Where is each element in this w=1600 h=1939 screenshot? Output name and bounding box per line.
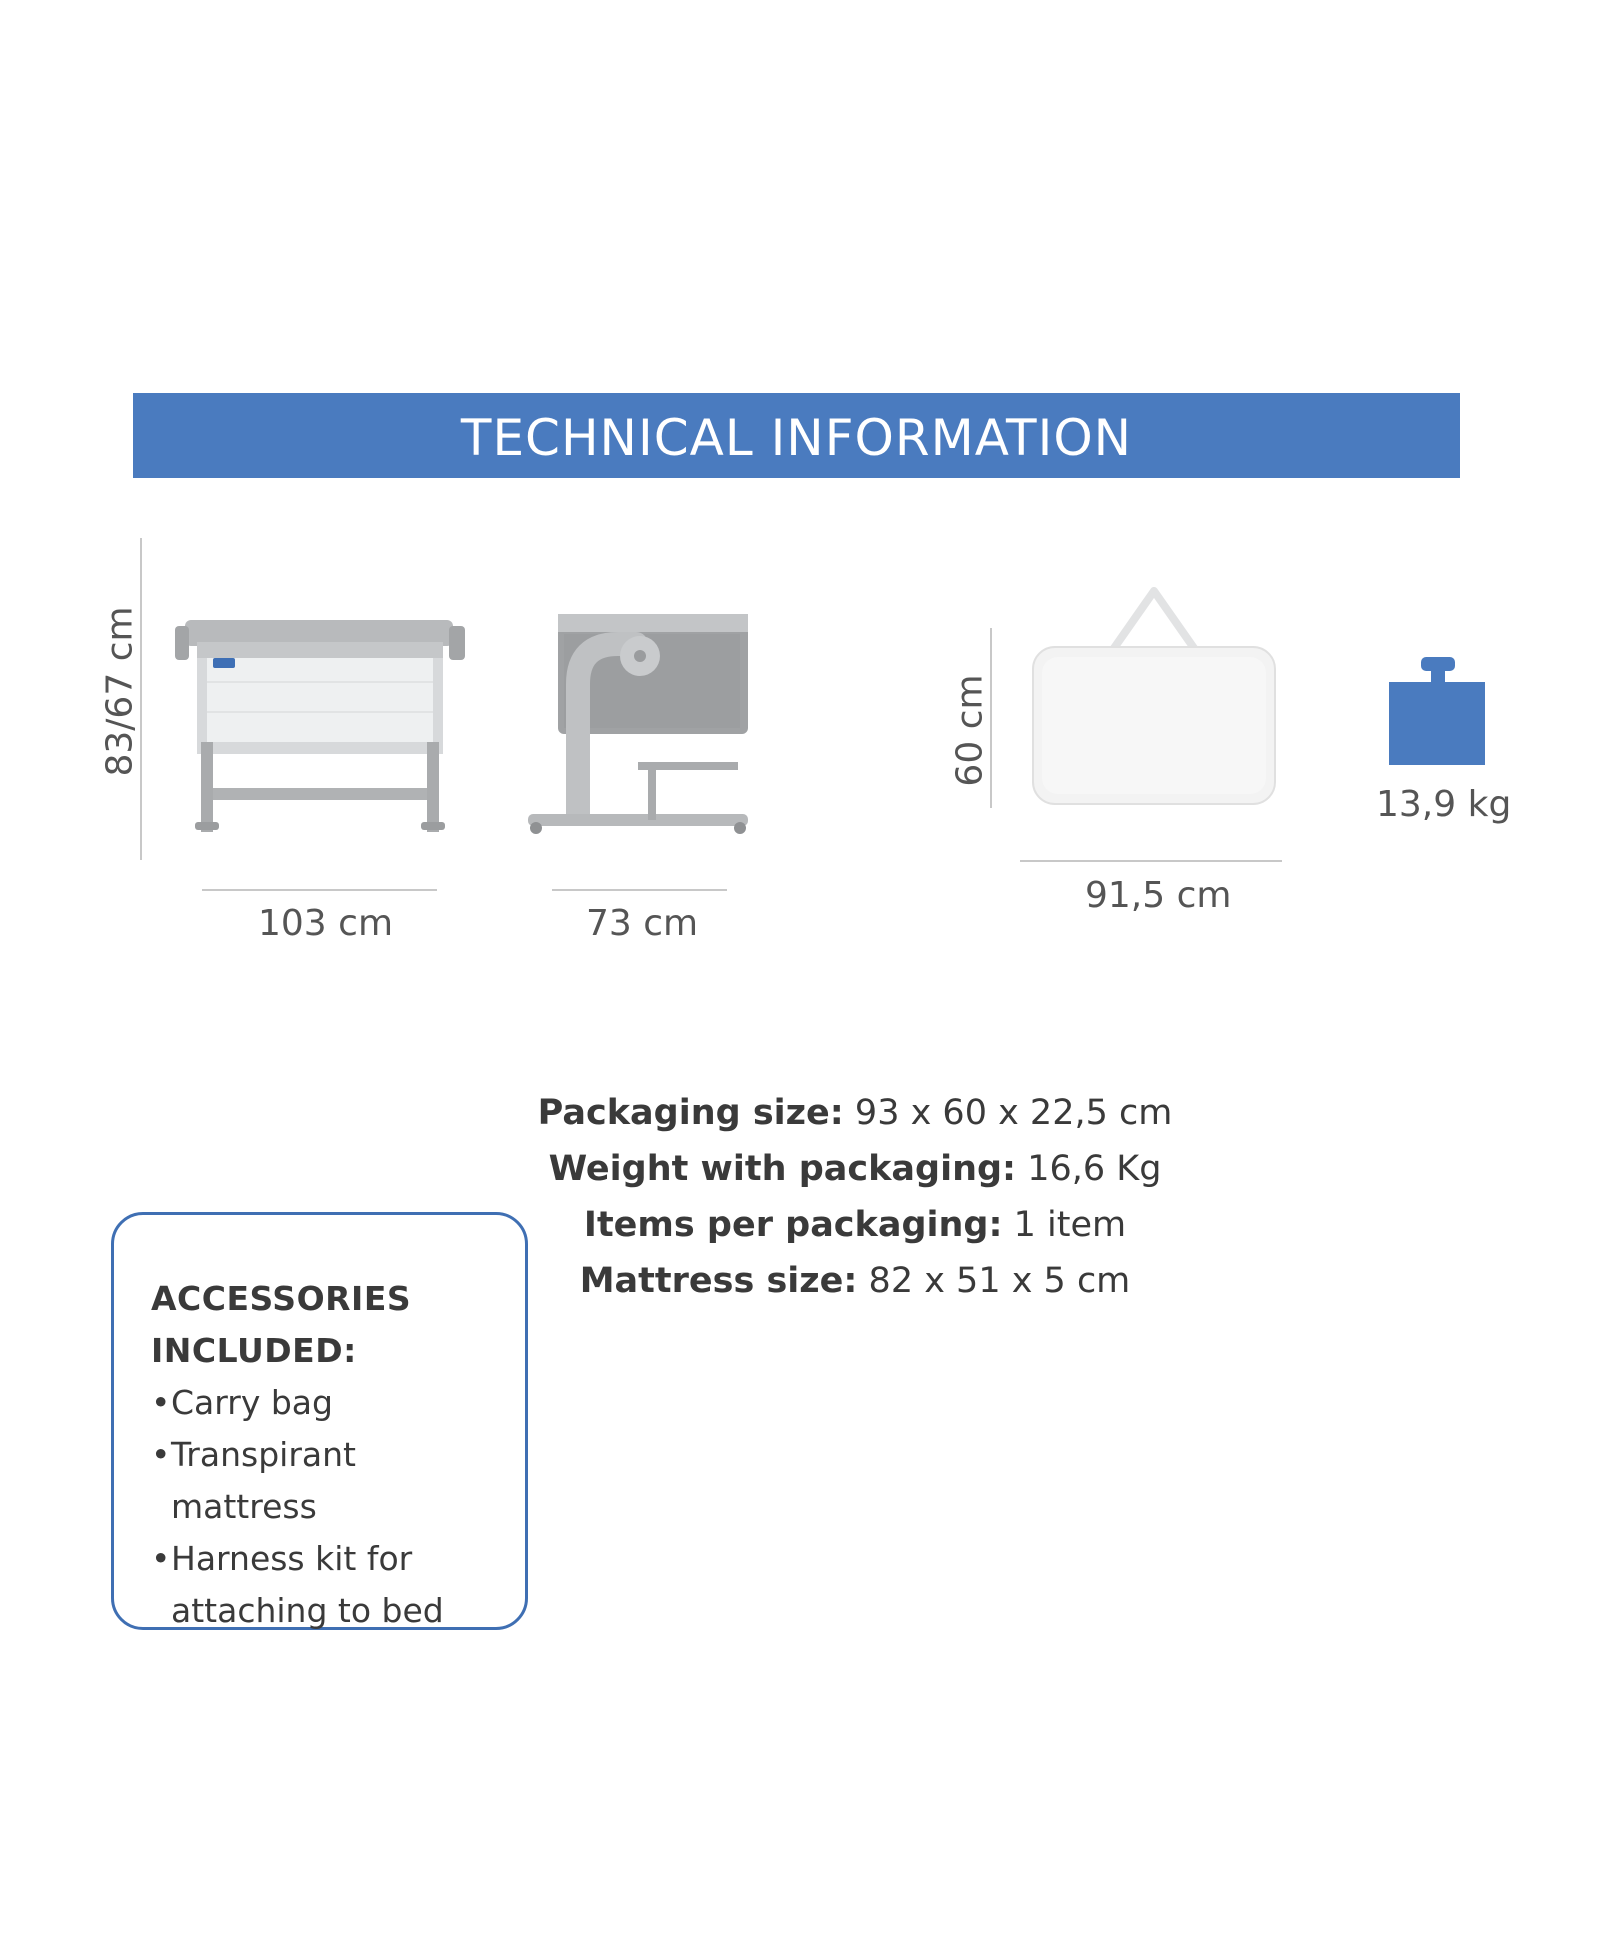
crib-front-view-image (175, 612, 470, 834)
spec-key: Mattress size: (579, 1261, 858, 1301)
accessories-list (151, 1377, 511, 1637)
carry-bag-image (1030, 585, 1278, 810)
spec-value: 1 item (1002, 1205, 1127, 1245)
spec-value: 93 x 60 x 22,5 cm (843, 1093, 1173, 1133)
spec-row-items-per-packaging (420, 1197, 1290, 1253)
spec-row-weight-with-packaging (420, 1141, 1290, 1197)
accessory-item: • Harness kit for attaching to bed (151, 1533, 511, 1637)
accessories-title: ACCESSORIES INCLUDED: (151, 1279, 412, 1370)
bag-width-dimension-line (1020, 860, 1282, 862)
spec-row-packaging-size (420, 1085, 1290, 1141)
spec-value: 16,6 Kg (1016, 1149, 1162, 1189)
side-depth-dimension-line (552, 889, 727, 891)
bag-height-label: 60 cm (949, 674, 991, 787)
spec-key: Items per packaging: (583, 1205, 1003, 1245)
accessory-item: • Carry bag (151, 1377, 511, 1429)
weight-icon (1387, 657, 1487, 767)
crib-side-view-image (518, 604, 758, 836)
spec-value: 82 x 51 x 5 cm (857, 1261, 1131, 1301)
packaging-specs (420, 1085, 1290, 1309)
bag-width-label: 91,5 cm (1085, 875, 1232, 916)
accessory-item: • Transpirant mattress (151, 1429, 511, 1533)
height-dimension-label: 83/67 cm (99, 606, 141, 777)
front-width-dimension-line (202, 889, 437, 891)
spec-key: Weight with packaging: (548, 1149, 1017, 1189)
section-title: TECHNICAL INFORMATION (460, 408, 1133, 467)
spec-key: Packaging size: (537, 1093, 844, 1133)
accessories-box (111, 1212, 528, 1630)
front-width-label: 103 cm (258, 903, 394, 944)
side-depth-label: 73 cm (586, 903, 699, 944)
weight-label: 13,9 kg (1376, 784, 1512, 825)
spec-row-mattress-size (420, 1253, 1290, 1309)
section-header (133, 393, 1460, 478)
